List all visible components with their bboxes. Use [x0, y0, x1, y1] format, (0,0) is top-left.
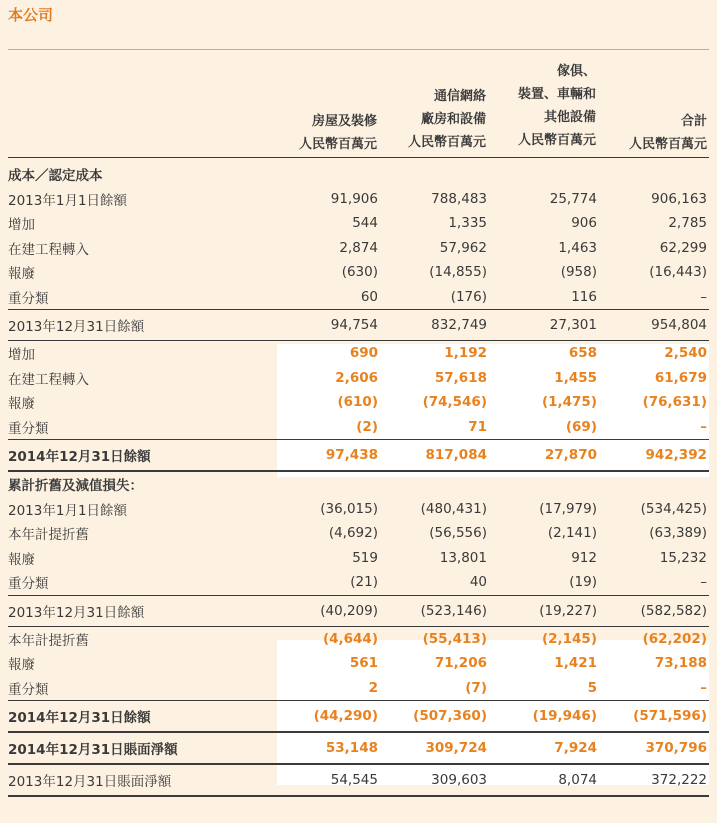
table-row [8, 651, 709, 676]
cell-telecom: 13,801 [439, 549, 487, 566]
cell-furniture: (17,979) [539, 500, 597, 517]
cell-telecom: 1,335 [448, 215, 487, 232]
row-label: 報廢 [8, 551, 35, 568]
cell-buildings: 53,148 [277, 732, 380, 764]
row-label: 本年計提折舊 [8, 632, 89, 649]
table-row [8, 546, 709, 571]
cell-furniture: 116 [489, 285, 599, 310]
row-label: 重分類 [8, 570, 277, 595]
table-row [8, 570, 709, 595]
header-divider [8, 157, 709, 158]
row-label: 2013年12月31日餘額 [8, 310, 277, 341]
cell-total: 906,163 [651, 190, 707, 207]
row-label: 2013年1月1日餘額 [8, 192, 128, 209]
cell-total: (16,443) [649, 264, 707, 281]
row-label: 在建工程轉入 [8, 371, 89, 388]
table-row [8, 471, 709, 497]
row-label: 累計折舊及減值損失： [8, 478, 143, 495]
cell-furniture: (2,145) [541, 630, 597, 647]
cell-telecom: 71 [380, 415, 489, 440]
row-label: 重分類 [8, 415, 277, 440]
cell-furniture: (2,141) [547, 525, 597, 542]
row-label: 在建工程轉入 [8, 241, 89, 258]
cell-buildings: 60 [277, 285, 380, 310]
row-label: 2013年12月31日賬面淨額 [8, 764, 277, 796]
cell-buildings: (36,015) [320, 500, 378, 517]
row-label: 2013年12月31日餘額 [8, 595, 277, 626]
table-row [8, 440, 709, 472]
cell-telecom: 788,483 [431, 190, 487, 207]
cell-buildings: (2) [277, 415, 380, 440]
row-label: 成本／認定成本 [8, 168, 103, 185]
cell-total: 942,392 [599, 440, 709, 472]
cell-buildings: (630) [341, 264, 378, 281]
cell-buildings: (4,644) [322, 630, 378, 647]
cell-total: 62,299 [659, 239, 707, 256]
header-col-buildings [299, 110, 377, 156]
cell-furniture: 8,074 [489, 764, 599, 796]
cell-furniture: (1,475) [541, 394, 597, 411]
table-row [8, 764, 709, 796]
cell-buildings: 97,438 [277, 440, 380, 472]
cell-total: (571,596) [599, 701, 709, 733]
table-row [8, 285, 709, 310]
table-row [8, 366, 709, 391]
table-row [8, 341, 709, 366]
cell-furniture: 906 [571, 215, 597, 232]
cell-total [599, 471, 709, 497]
table-row [8, 497, 709, 522]
cell-total: 73,188 [654, 655, 707, 672]
cell-total: (582,582) [599, 595, 709, 626]
cell-telecom: 71,206 [434, 655, 487, 672]
cell-buildings [277, 471, 380, 497]
cell-telecom: (14,855) [429, 264, 487, 281]
cell-furniture [489, 162, 599, 187]
cell-buildings: 2,606 [335, 369, 378, 386]
row-label: 2014年12月31日餘額 [8, 701, 277, 733]
cell-total: 954,804 [599, 310, 709, 341]
header-line: 裝置、車輛和 [517, 87, 596, 102]
table-row [8, 390, 709, 415]
table-row [8, 310, 709, 341]
table-row [8, 732, 709, 764]
cell-telecom: 309,603 [380, 764, 489, 796]
table-row [8, 701, 709, 733]
header-col-telecom [408, 85, 486, 154]
header-line: 人民幣百萬元 [517, 133, 596, 148]
table-row [8, 521, 709, 546]
cell-total: 15,232 [659, 549, 707, 566]
cell-furniture: 27,870 [489, 440, 599, 472]
cell-buildings: (610) [337, 394, 378, 411]
row-label: 重分類 [8, 676, 277, 701]
cell-buildings: (44,290) [277, 701, 380, 733]
table-row [8, 236, 709, 261]
row-label: 報廢 [8, 396, 35, 413]
header-line: 廠房和設備 [420, 112, 486, 127]
header-line: 合計 [680, 114, 707, 129]
header-col-furniture [518, 60, 596, 152]
cell-furniture: 5 [489, 676, 599, 701]
header-line: 傢俱、 [556, 64, 596, 79]
table-row [8, 187, 709, 212]
cell-buildings: 690 [349, 345, 378, 362]
header-line: 人民幣百萬元 [407, 135, 486, 150]
header-line: 通信網絡 [433, 89, 486, 104]
row-label: 2014年12月31日賬面淨額 [8, 732, 277, 764]
cell-furniture: 1,421 [554, 655, 597, 672]
cell-telecom: 832,749 [380, 310, 489, 341]
row-label: 2014年12月31日餘額 [8, 440, 277, 472]
cell-furniture: (19,227) [489, 595, 599, 626]
cell-buildings: 94,754 [277, 310, 380, 341]
cell-buildings: 54,545 [277, 764, 380, 796]
page-title: 本公司 [8, 6, 54, 24]
cell-total: 61,679 [654, 369, 707, 386]
cell-total: (62,202) [642, 630, 707, 647]
header-line: 人民幣百萬元 [628, 137, 707, 152]
cell-total: 2,540 [664, 345, 707, 362]
table-row [8, 415, 709, 440]
row-label: 本年計提折舊 [8, 527, 89, 544]
cell-total: 370,796 [599, 732, 709, 764]
cell-buildings: (21) [277, 570, 380, 595]
row-label: 增加 [8, 217, 35, 234]
table-row [8, 211, 709, 236]
cell-total: – [599, 676, 709, 701]
table-row [8, 595, 709, 626]
cell-furniture: (19,946) [489, 701, 599, 733]
cell-telecom: (55,413) [422, 630, 487, 647]
header-line: 房屋及裝修 [311, 114, 377, 129]
cell-telecom: 309,724 [380, 732, 489, 764]
cell-total: – [599, 570, 709, 595]
cell-buildings: (40,209) [277, 595, 380, 626]
cell-total [599, 162, 709, 187]
cell-furniture: (19) [489, 570, 599, 595]
cell-furniture [489, 471, 599, 497]
cell-telecom: (7) [380, 676, 489, 701]
cell-telecom: 57,618 [434, 369, 487, 386]
table-row [8, 162, 709, 187]
table-row [8, 676, 709, 701]
row-label: 報廢 [8, 266, 35, 283]
cell-total: – [599, 415, 709, 440]
header-line: 其他設備 [543, 110, 596, 125]
cell-buildings: 2 [277, 676, 380, 701]
cell-buildings: (4,692) [328, 525, 378, 542]
cell-telecom: (523,146) [380, 595, 489, 626]
cell-buildings: 91,906 [330, 190, 378, 207]
cell-telecom: (507,360) [380, 701, 489, 733]
cell-furniture: (958) [560, 264, 597, 281]
cell-telecom: (176) [380, 285, 489, 310]
cell-telecom [380, 471, 489, 497]
cell-furniture: 25,774 [549, 190, 597, 207]
header-col-total [629, 110, 707, 156]
cell-furniture: 658 [568, 345, 597, 362]
cell-buildings: 2,874 [339, 239, 378, 256]
table-row [8, 626, 709, 651]
cell-buildings: 519 [352, 549, 378, 566]
cell-furniture: 7,924 [489, 732, 599, 764]
cell-telecom: 1,192 [444, 345, 487, 362]
header-line: 人民幣百萬元 [298, 137, 377, 152]
cell-telecom: 40 [380, 570, 489, 595]
row-label: 報廢 [8, 657, 35, 674]
cell-telecom: (480,431) [420, 500, 487, 517]
cell-total: 372,222 [599, 764, 709, 796]
table-row [8, 260, 709, 285]
financial-table [8, 162, 709, 797]
cell-total: (63,389) [649, 525, 707, 542]
cell-furniture: 27,301 [489, 310, 599, 341]
cell-telecom: (74,546) [422, 394, 487, 411]
cell-furniture: 912 [571, 549, 597, 566]
cell-total: 2,785 [668, 215, 707, 232]
cell-total: (534,425) [640, 500, 707, 517]
row-label: 重分類 [8, 285, 277, 310]
cell-furniture: (69) [489, 415, 599, 440]
cell-telecom: (56,556) [429, 525, 487, 542]
cell-total: – [599, 285, 709, 310]
cell-telecom [380, 162, 489, 187]
cell-furniture: 1,455 [554, 369, 597, 386]
cell-telecom: 57,962 [439, 239, 487, 256]
row-label: 2013年1月1日餘額 [8, 502, 128, 519]
row-label: 增加 [8, 347, 35, 364]
cell-telecom: 817,084 [380, 440, 489, 472]
cell-buildings: 561 [349, 655, 378, 672]
cell-buildings: 544 [352, 215, 378, 232]
title-divider [8, 49, 709, 50]
cell-furniture: 1,463 [558, 239, 597, 256]
cell-buildings [277, 162, 380, 187]
cell-total: (76,631) [642, 394, 707, 411]
